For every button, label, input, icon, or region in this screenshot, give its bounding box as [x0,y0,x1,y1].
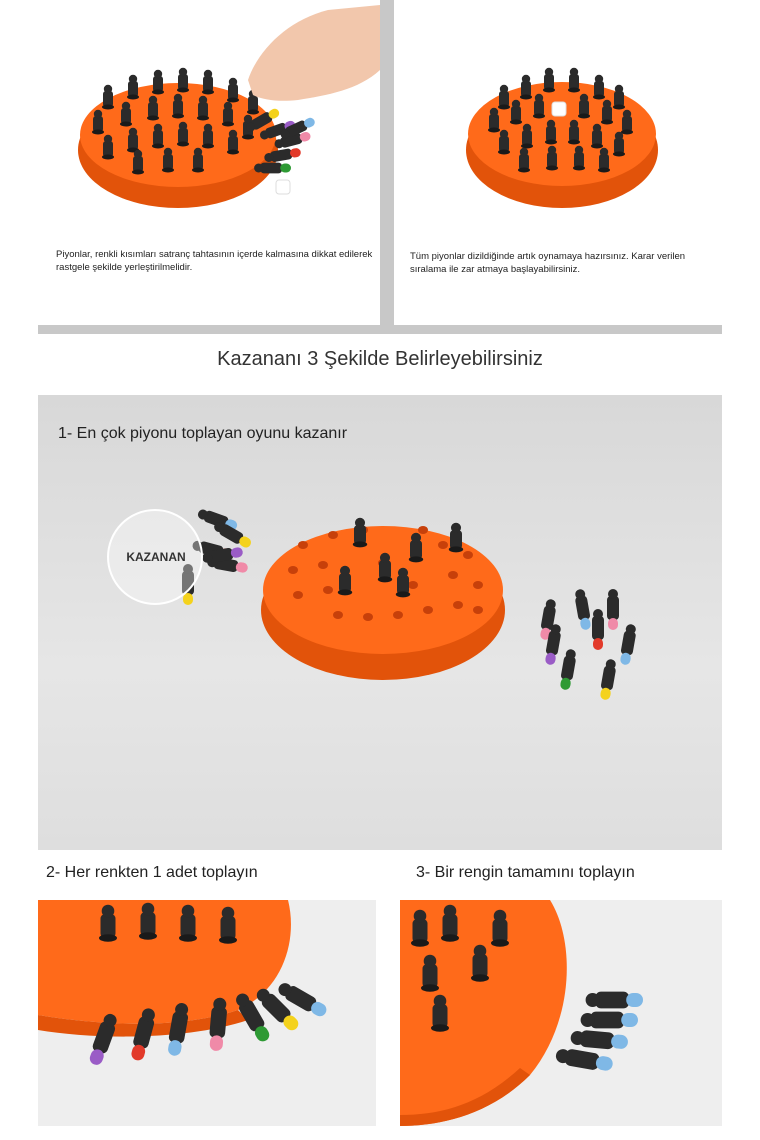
pawn [520,75,532,100]
lying-pawn [573,588,592,630]
board-hole [298,541,308,549]
method2-photo-panel [38,900,376,1126]
top-right-photo-panel [394,0,722,325]
pawn [127,75,139,100]
divider-vertical [380,0,394,325]
board-hole [393,611,403,619]
board-hole [438,541,448,549]
caption-top-left: Piyonlar, renkli kısımları satranç tahtasının içerde kalmasına dikkat edilerek rastgele şekilde yerleştirilmelidir. [56,249,373,273]
method1-illustration [38,395,722,850]
board-hole [323,586,333,594]
board-setup-illustration [38,0,380,325]
board-hole [473,606,483,614]
pawn [543,68,555,93]
board-hole [328,531,338,539]
lying-pawn [607,589,619,630]
board-hole [423,606,433,614]
method3-photo-panel [400,900,722,1126]
board-hole [418,526,428,534]
method2-text: 2- Her renkten 1 adet toplayın [46,864,258,881]
lying-pawn [592,609,604,650]
lying-pawn [254,163,291,174]
lying-pawn [559,648,578,690]
method3-illustration [400,900,722,1126]
pawn [498,85,510,110]
method1-text: 1- En çok piyonu toplayan oyunu kazanır [58,425,348,442]
pawn [568,68,580,93]
pawn [449,523,463,553]
pawn [102,85,114,110]
pawn [613,85,625,110]
lying-pawn [599,658,618,700]
board-hole [448,571,458,579]
pawn [593,75,605,100]
lying-pawn [555,1047,614,1074]
top-left-photo-panel [38,0,380,325]
pawn [227,78,239,103]
method3-text: 3- Bir rengin tamamını toplayın [416,864,635,881]
board-hole [363,613,373,621]
board-hole [408,581,418,589]
board-hole [453,601,463,609]
method2-illustration [38,900,376,1126]
pawn [152,70,164,95]
board-hole [333,611,343,619]
pawn [353,518,367,548]
board-hole [318,561,328,569]
kazanan-badge: KAZANAN [126,550,186,564]
lying-pawn [586,992,643,1009]
lying-pawn [619,623,638,665]
board-hole [463,551,473,559]
lying-pawn [570,1029,629,1051]
lying-pawn [581,1012,638,1029]
method1-photo-panel [38,395,722,850]
section-title: Kazananı 3 Şekilde Belirleyebilirsiniz [217,348,543,370]
board-hole [293,591,303,599]
board-ready-illustration [394,0,722,325]
pawn [177,68,189,93]
caption-top-right: Tüm piyonlar dizildiğinde artık oynamaya hazırsınız. Karar verilen sıralama ile zar atmaya başlayabilirsiniz. [410,251,686,275]
board-hole [473,581,483,589]
board-hole [288,566,298,574]
pawn [202,70,214,95]
divider-horizontal [38,325,722,334]
